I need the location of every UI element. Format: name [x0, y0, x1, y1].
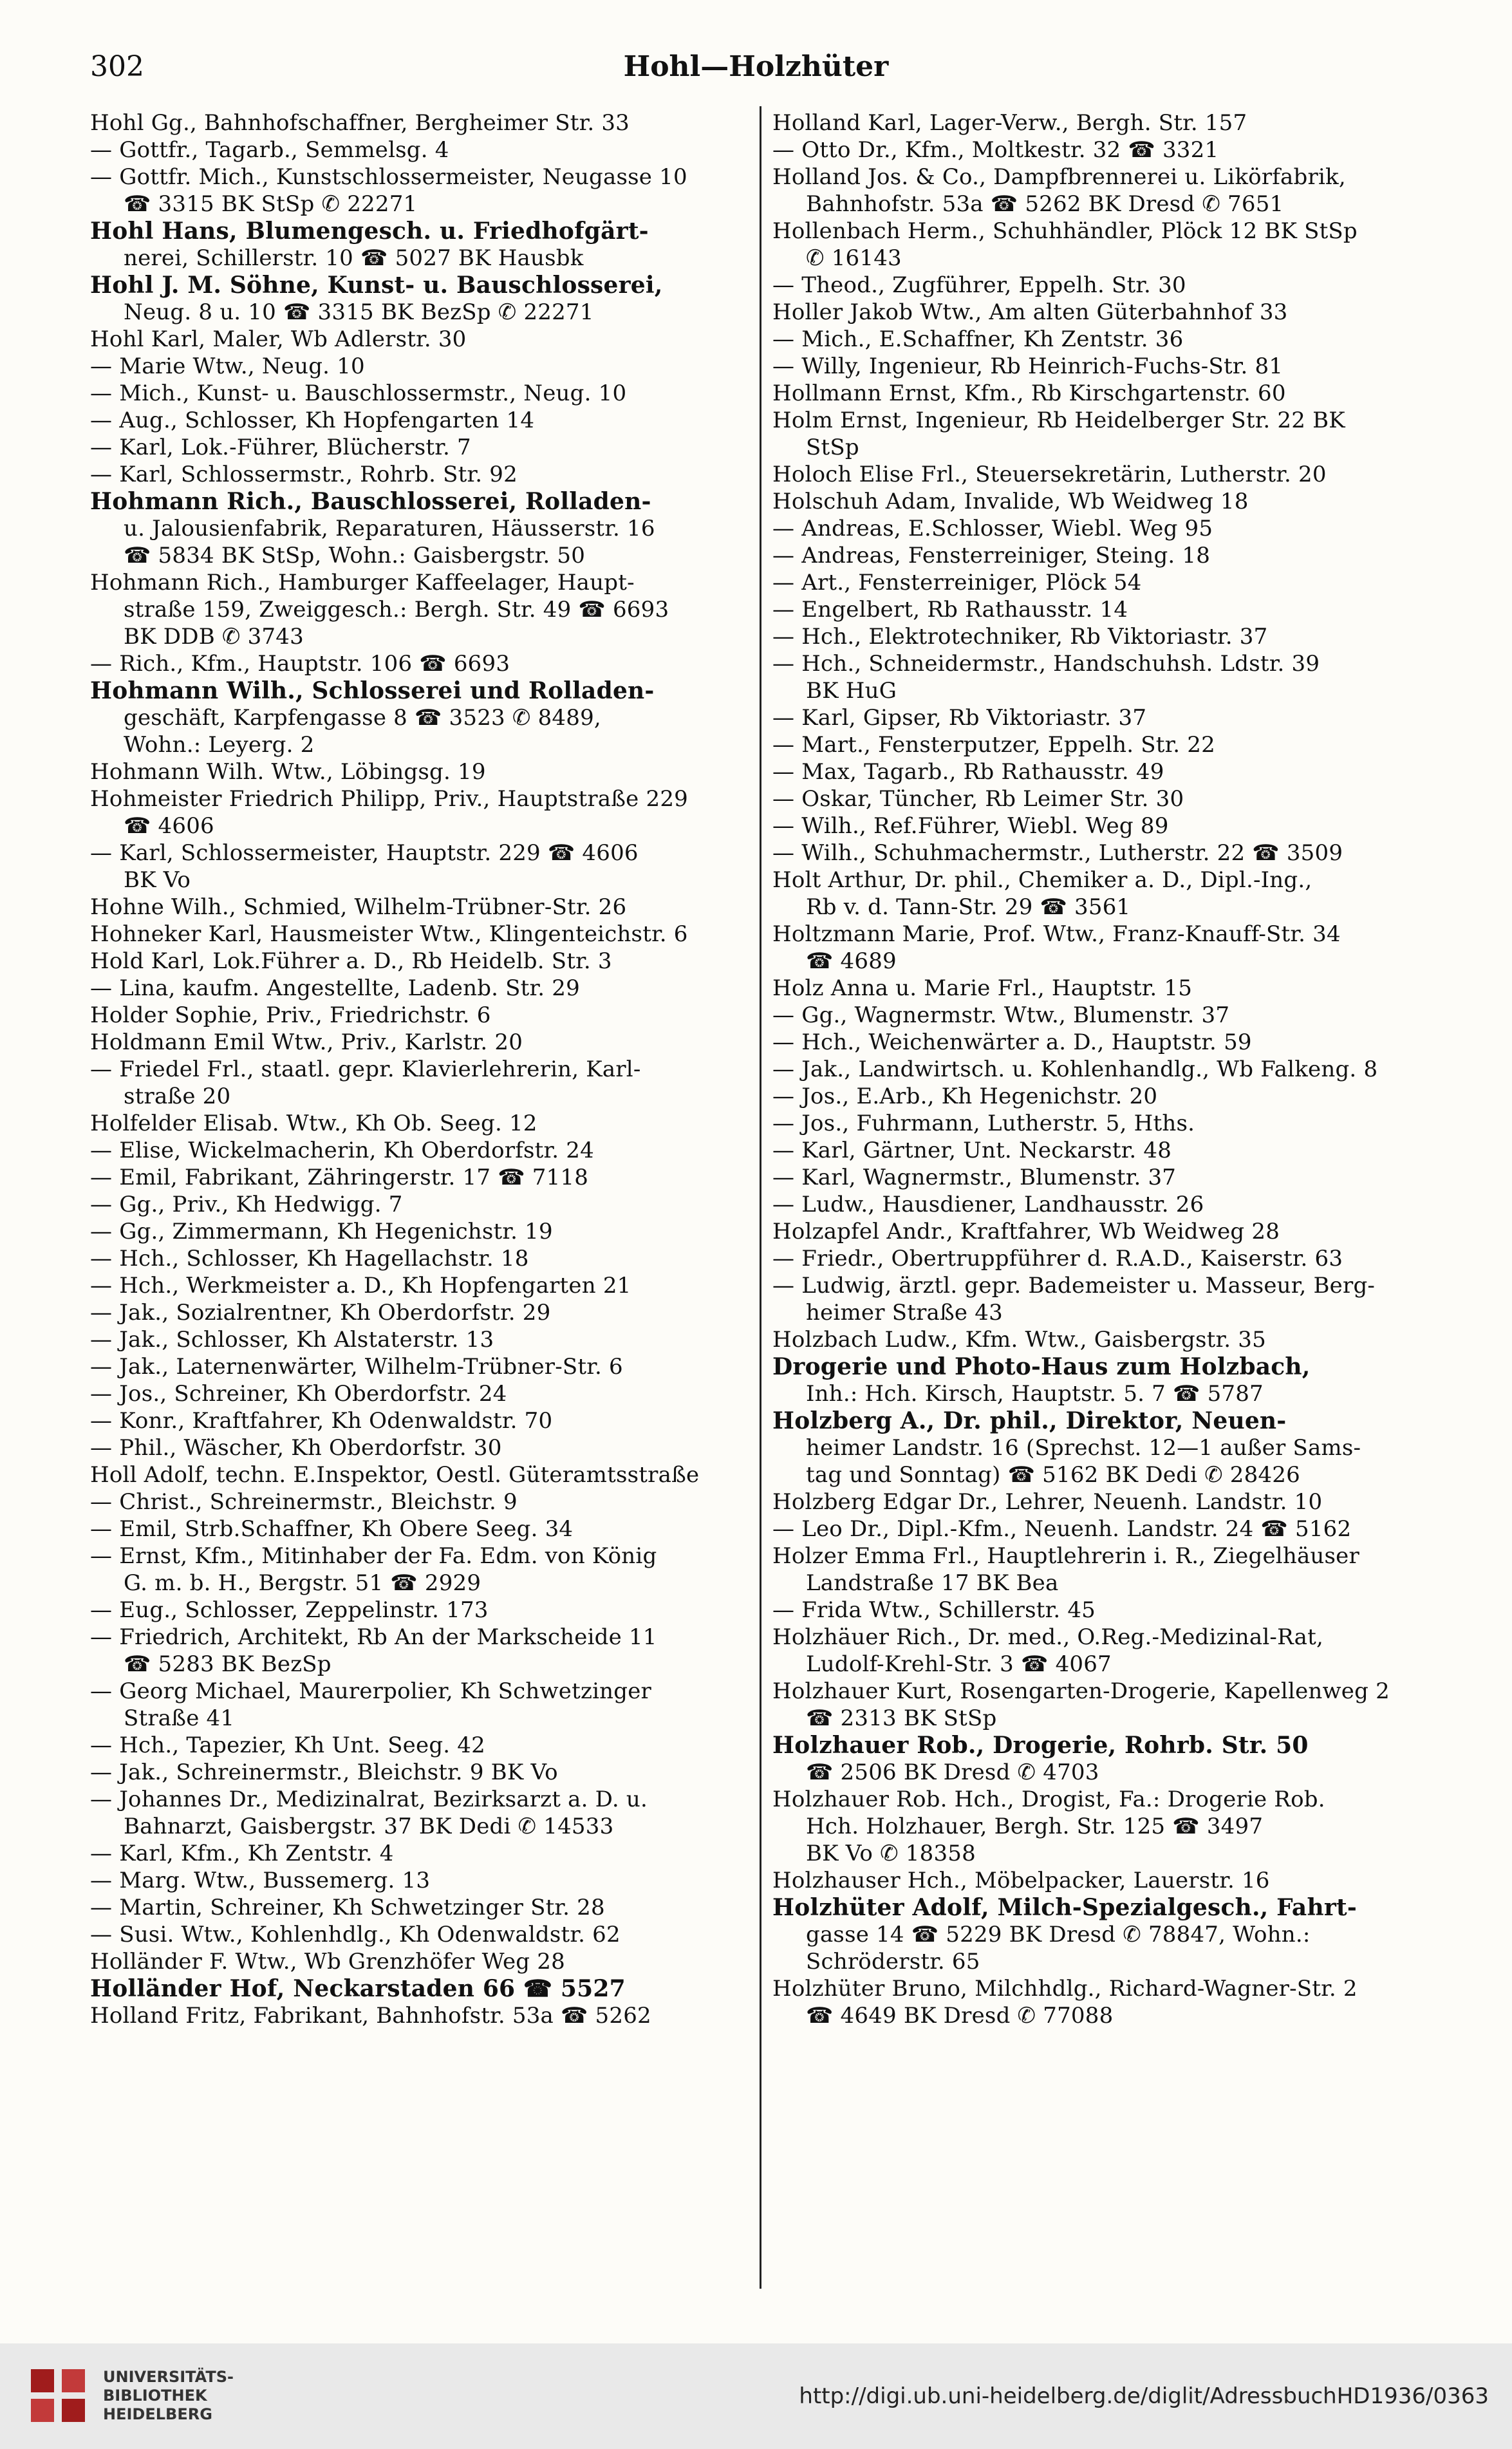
directory-entry-line: Holland Fritz, Fabrikant, Bahnhofstr. 53a ☎ 5262: [90, 2003, 651, 2029]
library-name-line: UNIVERSITÄTS-: [103, 2368, 234, 2386]
directory-entry-line: — Karl, Kfm., Kh Zentstr. 4: [90, 1841, 394, 1866]
directory-entry-line: — Hch., Schlosser, Kh Hagellachstr. 18: [90, 1246, 529, 1271]
directory-entry-line: — Christ., Schreinermstr., Bleichstr. 9: [90, 1489, 518, 1515]
directory-entry-line: — Konr., Kraftfahrer, Kh Odenwaldstr. 70: [90, 1408, 553, 1434]
directory-entry-line: Hollmann Ernst, Kfm., Rb Kirschgartenstr. 60: [772, 380, 1286, 406]
directory-entry-line: straße 159, Zweiggesch.: Bergh. Str. 49 ☎ 6693: [124, 597, 669, 623]
directory-entry-line: u. Jalousienfabrik, Reparaturen, Häusserstr. 16: [124, 516, 655, 541]
directory-entry-line: Holoch Elise Frl., Steuersekretärin, Lutherstr. 20: [772, 462, 1327, 487]
directory-entry-line: Hohl Gg., Bahnhofschaffner, Bergheimer Str. 33: [90, 110, 630, 136]
directory-entry-line: — Oskar, Tüncher, Rb Leimer Str. 30: [772, 786, 1184, 812]
directory-entry-line: Holzer Emma Frl., Hauptlehrerin i. R., Ziegelhäuser: [772, 1543, 1359, 1569]
library-name: [103, 2368, 234, 2424]
directory-entry-line: — Hch., Weichenwärter a. D., Hauptstr. 59: [772, 1029, 1252, 1055]
library-name-line: BIBLIOTHEK: [103, 2387, 207, 2405]
directory-entry-line: Hohmann Rich., Hamburger Kaffeelager, Haupt-: [90, 570, 635, 596]
directory-entry-line: — Aug., Schlosser, Kh Hopfengarten 14: [90, 408, 535, 433]
footer-bar: [0, 2343, 1512, 2449]
directory-entry-line: Schröderstr. 65: [806, 1949, 980, 1975]
directory-entry-line: Holzhauser Hch., Möbelpacker, Lauerstr. 16: [772, 1868, 1270, 1893]
directory-entry-line: — Rich., Kfm., Hauptstr. 106 ☎ 6693: [90, 651, 510, 677]
directory-entry-line: Holzbach Ludw., Kfm. Wtw., Gaisbergstr. 35: [772, 1327, 1266, 1353]
directory-entry-line: — Gg., Zimmermann, Kh Hegenichstr. 19: [90, 1219, 553, 1244]
directory-entry-line: — Jak., Landwirtsch. u. Kohlenhandlg., Wb Falkeng. 8: [772, 1056, 1378, 1082]
directory-entry-line: — Max, Tagarb., Rb Rathausstr. 49: [772, 759, 1164, 785]
directory-entry-line: — Karl, Gärtner, Unt. Neckarstr. 48: [772, 1138, 1172, 1163]
directory-entry-line: Holland Karl, Lager-Verw., Bergh. Str. 157: [772, 110, 1247, 136]
directory-entry-line: Holz Anna u. Marie Frl., Hauptstr. 15: [772, 975, 1193, 1001]
directory-entry-line: — Johannes Dr., Medizinalrat, Bezirksarzt a. D. u.: [90, 1787, 648, 1812]
directory-entry-line: Holländer Hof, Neckarstaden 66 ☎ 5527: [90, 1975, 626, 2002]
directory-entry-line: Ludolf-Krehl-Str. 3 ☎ 4067: [806, 1651, 1112, 1677]
directory-entry-line: BK HuG: [806, 678, 897, 704]
directory-entry-line: — Lina, kaufm. Angestellte, Ladenb. Str. 29: [90, 975, 580, 1001]
directory-entry-line: — Wilh., Ref.Führer, Wiebl. Weg 89: [772, 813, 1169, 839]
library-logo-icon: [26, 2363, 90, 2427]
directory-entry-line: ☎ 4606: [124, 813, 214, 839]
directory-entry-line: heimer Straße 43: [806, 1300, 1003, 1326]
directory-entry-line: — Hch., Tapezier, Kh Unt. Seeg. 42: [90, 1732, 485, 1758]
directory-entry-line: — Jos., Fuhrmann, Lutherstr. 5, Hths.: [772, 1111, 1195, 1136]
directory-entry-line: — Karl, Schlossermstr., Rohrb. Str. 92: [90, 462, 518, 487]
directory-entry-line: Hohmann Wilh., Schlosserei und Rolladen-: [90, 677, 655, 704]
directory-entry-line: Hch. Holzhauer, Bergh. Str. 125 ☎ 3497: [806, 1814, 1264, 1839]
directory-entry-line: Neug. 8 u. 10 ☎ 3315 BK BezSp ✆ 22271: [124, 299, 594, 325]
column-divider: [760, 106, 761, 2289]
directory-entry-line: Bahnhofstr. 53a ☎ 5262 BK Dresd ✆ 7651: [806, 191, 1284, 217]
directory-entry-line: Holländer F. Wtw., Wb Grenzhöfer Weg 28: [90, 1949, 565, 1975]
directory-entry-line: — Gg., Priv., Kh Hedwigg. 7: [90, 1192, 403, 1217]
directory-entry-line: StSp: [806, 435, 859, 460]
left-column: [90, 109, 753, 2285]
directory-entry-line: Holm Ernst, Ingenieur, Rb Heidelberger Str. 22 BK: [772, 408, 1345, 433]
directory-entry-line: — Phil., Wäscher, Kh Oberdorfstr. 30: [90, 1435, 502, 1461]
source-url-link[interactable]: http://digi.ub.uni-heidelberg.de/diglit/AdressbuchHD1936/0363: [799, 2383, 1489, 2409]
directory-entry-line: ☎ 3315 BK StSp ✆ 22271: [124, 191, 418, 217]
directory-entry-line: Holfelder Elisab. Wtw., Kh Ob. Seeg. 12: [90, 1111, 537, 1136]
page-title: Hohl—Holzhüter: [623, 50, 889, 83]
directory-entry-line: ☎ 2313 BK StSp: [806, 1705, 997, 1731]
directory-entry-line: straße 20: [124, 1084, 231, 1109]
directory-entry-line: Holzhüter Bruno, Milchhdlg., Richard-Wagner-Str. 2: [772, 1976, 1358, 2002]
directory-entry-line: — Frida Wtw., Schillerstr. 45: [772, 1597, 1096, 1623]
directory-entry-line: Bahnarzt, Gaisbergstr. 37 BK Dedi ✆ 14533: [124, 1814, 614, 1839]
directory-entry-line: Hohmeister Friedrich Philipp, Priv., Hauptstraße 229: [90, 786, 688, 812]
directory-entry-line: — Gottfr. Mich., Kunstschlossermeister, Neugasse 10: [90, 164, 687, 190]
directory-entry-line: — Susi. Wtw., Kohlenhdlg., Kh Odenwaldstr. 62: [90, 1922, 621, 1947]
directory-entry-line: — Friedr., Obertruppführer d. R.A.D., Kaiserstr. 63: [772, 1246, 1343, 1271]
directory-entry-line: Hohmann Rich., Bauschlosserei, Rolladen-: [90, 488, 651, 515]
directory-entry-line: Wohn.: Leyerg. 2: [124, 732, 315, 758]
directory-entry-line: Hohne Wilh., Schmied, Wilhelm-Trübner-Str. 26: [90, 894, 627, 920]
directory-entry-line: — Mich., E.Schaffner, Kh Zentstr. 36: [772, 326, 1184, 352]
directory-entry-line: geschäft, Karpfengasse 8 ☎ 3523 ✆ 8489,: [124, 705, 601, 731]
directory-entry-line: Hohneker Karl, Hausmeister Wtw., Klingenteichstr. 6: [90, 921, 688, 947]
directory-entry-line: Holtzmann Marie, Prof. Wtw., Franz-Knauff-Str. 34: [772, 921, 1341, 947]
directory-entry-line: Holt Arthur, Dr. phil., Chemiker a. D., Dipl.-Ing.,: [772, 867, 1312, 893]
directory-entry-line: BK Vo ✆ 18358: [806, 1841, 976, 1866]
directory-entry-line: — Karl, Gipser, Rb Viktoriastr. 37: [772, 705, 1147, 731]
library-name-line: HEIDELBERG: [103, 2405, 212, 2423]
directory-entry-line: Holzhauer Rob. Hch., Drogist, Fa.: Drogerie Rob.: [772, 1787, 1325, 1812]
directory-entry-line: — Otto Dr., Kfm., Moltkestr. 32 ☎ 3321: [772, 137, 1219, 163]
directory-entry-line: Landstraße 17 BK Bea: [806, 1570, 1059, 1596]
directory-entry-line: — Art., Fensterreiniger, Plöck 54: [772, 570, 1142, 596]
directory-entry-line: Holzhauer Kurt, Rosengarten-Drogerie, Kapellenweg 2: [772, 1678, 1390, 1704]
directory-entry-line: — Jak., Sozialrentner, Kh Oberdorfstr. 29: [90, 1300, 551, 1326]
directory-entry-line: ☎ 4689: [806, 948, 897, 974]
directory-entry-line: — Hch., Schneidermstr., Handschuhsh. Ldstr. 39: [772, 651, 1320, 677]
directory-entry-line: Holler Jakob Wtw., Am alten Güterbahnhof 33: [772, 299, 1288, 325]
directory-entry-line: — Friedel Frl., staatl. gepr. Klavierlehrerin, Karl-: [90, 1056, 641, 1082]
directory-entry-line: BK DDB ✆ 3743: [124, 624, 304, 650]
directory-entry-line: — Hch., Werkmeister a. D., Kh Hopfengarten 21: [90, 1273, 631, 1299]
directory-entry-line: — Engelbert, Rb Rathausstr. 14: [772, 597, 1128, 623]
directory-entry-line: Hohl Karl, Maler, Wb Adlerstr. 30: [90, 326, 467, 352]
directory-entry-line: — Gg., Wagnermstr. Wtw., Blumenstr. 37: [772, 1002, 1230, 1028]
directory-entry-line: — Karl, Wagnermstr., Blumenstr. 37: [772, 1165, 1177, 1190]
directory-entry-line: Holland Jos. & Co., Dampfbrennerei u. Likörfabrik,: [772, 164, 1346, 190]
directory-entry-line: Holschuh Adam, Invalide, Wb Weidweg 18: [772, 489, 1249, 514]
directory-entry-line: Holzhauer Rob., Drogerie, Rohrb. Str. 50: [772, 1732, 1309, 1759]
directory-entry-line: Straße 41: [124, 1705, 235, 1731]
directory-entry-line: — Hch., Elektrotechniker, Rb Viktoriastr. 37: [772, 624, 1268, 650]
directory-entry-line: — Jak., Schreinermstr., Bleichstr. 9 BK Vo: [90, 1759, 558, 1785]
directory-entry-line: — Friedrich, Architekt, Rb An der Markscheide 11: [90, 1624, 657, 1650]
directory-entry-line: — Marg. Wtw., Bussemerg. 13: [90, 1868, 431, 1893]
directory-entry-line: heimer Landstr. 16 (Sprechst. 12—1 außer Sams-: [806, 1435, 1361, 1461]
directory-entry-line: — Georg Michael, Maurerpolier, Kh Schwetzinger: [90, 1678, 651, 1704]
right-column: [772, 109, 1435, 2285]
directory-entry-line: Holdmann Emil Wtw., Priv., Karlstr. 20: [90, 1029, 523, 1055]
directory-entry-line: tag und Sonntag) ☎ 5162 BK Dedi ✆ 28426: [806, 1462, 1300, 1488]
directory-entry-line: — Emil, Fabrikant, Zähringerstr. 17 ☎ 7118: [90, 1165, 589, 1190]
directory-entry-line: Holzberg Edgar Dr., Lehrer, Neuenh. Landstr. 10: [772, 1489, 1323, 1515]
directory-entry-line: — Mart., Fensterputzer, Eppelh. Str. 22: [772, 732, 1215, 758]
directory-entry-line: Holzhäuer Rich., Dr. med., O.Reg.-Medizinal-Rat,: [772, 1624, 1324, 1650]
directory-entry-line: — Wilh., Schuhmachermstr., Lutherstr. 22 ☎ 3509: [772, 840, 1343, 866]
directory-entry-line: — Gottfr., Tagarb., Semmelsg. 4: [90, 137, 449, 163]
directory-entry-line: — Leo Dr., Dipl.-Kfm., Neuenh. Landstr. 24 ☎ 5162: [772, 1516, 1352, 1542]
directory-entry-line: Drogerie und Photo-Haus zum Holzbach,: [772, 1353, 1311, 1380]
directory-entry-line: Hohl Hans, Blumengesch. u. Friedhofgärt-: [90, 218, 649, 245]
directory-entry-line: nerei, Schillerstr. 10 ☎ 5027 BK Hausbk: [124, 245, 584, 271]
directory-entry-line: — Karl, Lok.-Führer, Blücherstr. 7: [90, 435, 471, 460]
directory-entry-line: ☎ 4649 BK Dresd ✆ 77088: [806, 2003, 1114, 2029]
directory-entry-line: ☎ 2506 BK Dresd ✆ 4703: [806, 1759, 1099, 1785]
directory-entry-line: BK Vo: [124, 867, 191, 893]
directory-entry-line: Hohmann Wilh. Wtw., Löbingsg. 19: [90, 759, 486, 785]
directory-entry-line: — Jak., Laternenwärter, Wilhelm-Trübner-Str. 6: [90, 1354, 623, 1380]
directory-entry-line: — Theod., Zugführer, Eppelh. Str. 30: [772, 272, 1186, 298]
directory-entry-line: Holl Adolf, techn. E.Inspektor, Oestl. Güteramtsstraße: [90, 1462, 700, 1488]
directory-entry-line: Holder Sophie, Priv., Friedrichstr. 6: [90, 1002, 491, 1028]
directory-entry-line: — Jos., E.Arb., Kh Hegenichstr. 20: [772, 1084, 1158, 1109]
directory-entry-line: — Jak., Schlosser, Kh Alstaterstr. 13: [90, 1327, 494, 1353]
directory-entry-line: Inh.: Hch. Kirsch, Hauptstr. 5. 7 ☎ 5787: [806, 1381, 1264, 1407]
directory-entry-line: — Jos., Schreiner, Kh Oberdorfstr. 24: [90, 1381, 507, 1407]
directory-entry-line: gasse 14 ☎ 5229 BK Dresd ✆ 78847, Wohn.:: [806, 1922, 1311, 1947]
directory-entry-line: Hohl J. M. Söhne, Kunst- u. Bauschlosserei,: [90, 272, 663, 299]
directory-entry-line: — Willy, Ingenieur, Rb Heinrich-Fuchs-Str. 81: [772, 353, 1283, 379]
directory-entry-line: — Marie Wtw., Neug. 10: [90, 353, 365, 379]
directory-entry-line: — Ernst, Kfm., Mitinhaber der Fa. Edm. von König: [90, 1543, 657, 1569]
page-header: [90, 50, 1422, 89]
directory-entry-line: Rb v. d. Tann-Str. 29 ☎ 3561: [806, 894, 1131, 920]
directory-entry-line: — Mich., Kunst- u. Bauschlossermstr., Neug. 10: [90, 380, 627, 406]
directory-entry-line: — Andreas, E.Schlosser, Wiebl. Weg 95: [772, 516, 1213, 541]
directory-entry-line: ✆ 16143: [806, 245, 902, 271]
directory-entry-line: Holzberg A., Dr. phil., Direktor, Neuen-: [772, 1407, 1287, 1434]
directory-entry-line: Holzhüter Adolf, Milch-Spezialgesch., Fahrt-: [772, 1894, 1357, 1921]
directory-entry-line: — Martin, Schreiner, Kh Schwetzinger Str. 28: [90, 1895, 605, 1920]
directory-entry-line: — Elise, Wickelmacherin, Kh Oberdorfstr. 24: [90, 1138, 594, 1163]
directory-entry-line: — Andreas, Fensterreiniger, Steing. 18: [772, 543, 1211, 568]
directory-entry-line: — Ludw., Hausdiener, Landhausstr. 26: [772, 1192, 1204, 1217]
directory-entry-line: Hold Karl, Lok.Führer a. D., Rb Heidelb. Str. 3: [90, 948, 612, 974]
page-number: 302: [90, 50, 144, 83]
directory-entry-line: ☎ 5283 BK BezSp: [124, 1651, 331, 1677]
directory-entry-line: — Karl, Schlossermeister, Hauptstr. 229 ☎ 4606: [90, 840, 639, 866]
directory-entry-line: — Eug., Schlosser, Zeppelinstr. 173: [90, 1597, 489, 1623]
directory-entry-line: ☎ 5834 BK StSp, Wohn.: Gaisbergstr. 50: [124, 543, 586, 568]
directory-entry-line: Hollenbach Herm., Schuhhändler, Plöck 12 BK StSp: [772, 218, 1358, 244]
directory-entry-line: — Emil, Strb.Schaffner, Kh Obere Seeg. 34: [90, 1516, 574, 1542]
directory-entry-line: — Ludwig, ärztl. gepr. Bademeister u. Masseur, Berg-: [772, 1273, 1376, 1299]
directory-entry-line: Holzapfel Andr., Kraftfahrer, Wb Weidweg 28: [772, 1219, 1280, 1244]
directory-entry-line: G. m. b. H., Bergstr. 51 ☎ 2929: [124, 1570, 481, 1596]
